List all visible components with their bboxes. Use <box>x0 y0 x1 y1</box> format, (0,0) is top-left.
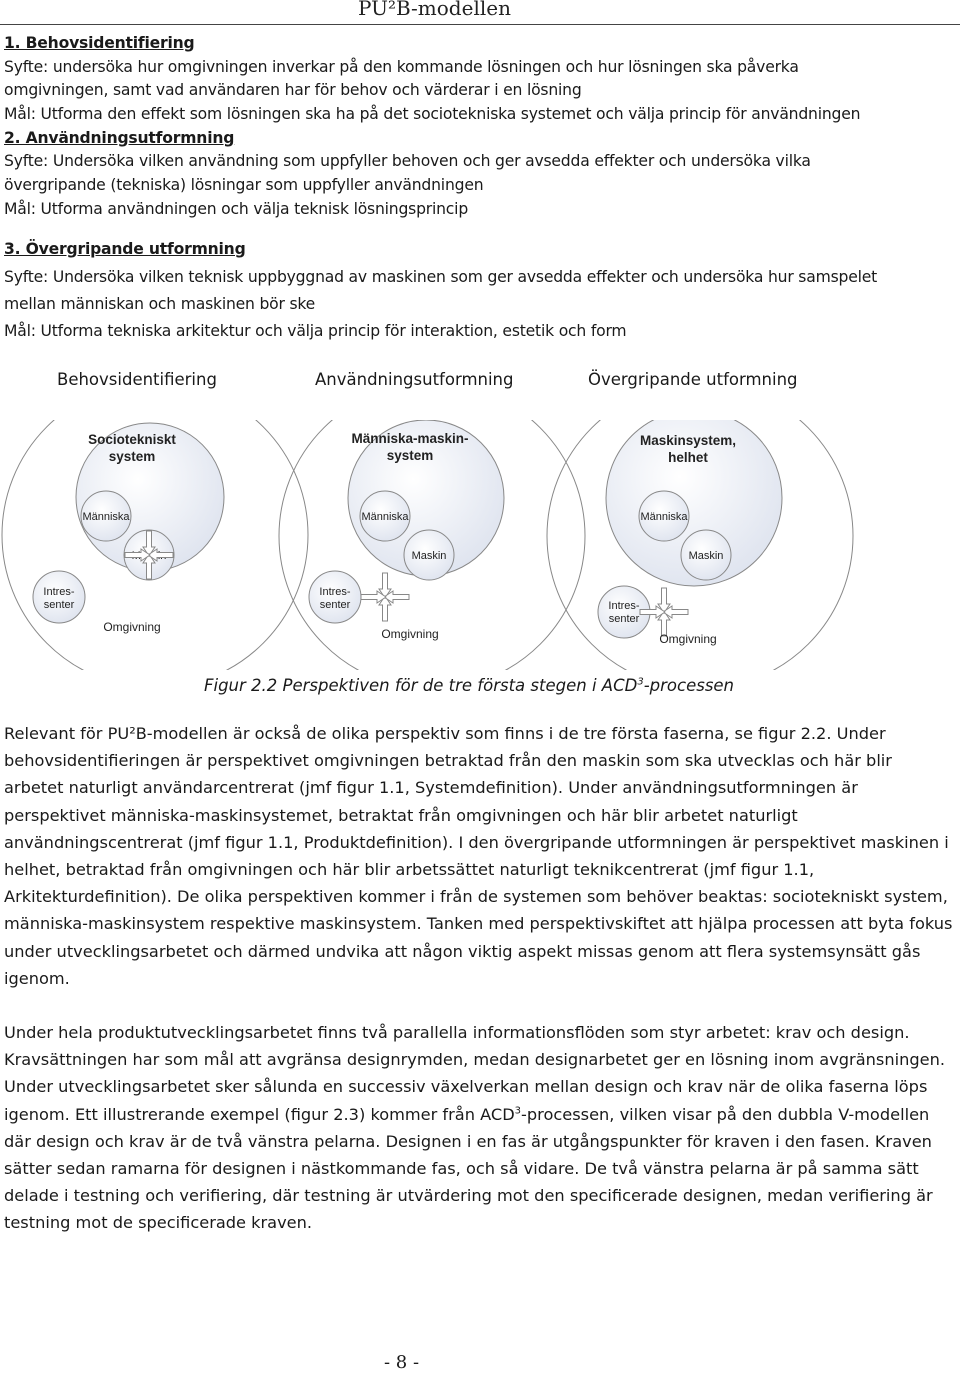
running-header: PU²B-modellen <box>358 0 511 20</box>
caption-text: -processen <box>643 676 735 695</box>
system-label: helhet <box>668 450 708 465</box>
environment-label: Omgivning <box>659 632 717 646</box>
environment-label: Omgivning <box>103 620 161 634</box>
stakeholders-label: senter <box>608 613 640 625</box>
diagram-sociotechnical <box>2 420 308 670</box>
machine-label: Maskin <box>411 550 447 562</box>
step-1-heading: 1. Behovsidentifiering <box>4 34 195 52</box>
diagram-machine-system <box>547 420 853 670</box>
human-label: Människa <box>640 511 688 523</box>
step-3-line: Mål: Utforma tekniska arkitektur och välja princip för interaktion, estetik och form <box>4 322 627 340</box>
system-label: system <box>108 449 156 464</box>
perspectives-figure <box>0 420 960 670</box>
system-label: system <box>386 448 434 463</box>
stakeholders-label: Intres- <box>319 586 351 598</box>
caption-text: Figur 2.2 Perspektiven för de tre första stegen i ACD <box>204 676 638 695</box>
perspective-title: Användningsutformning <box>315 370 514 389</box>
caption-superscript: 3 <box>637 676 644 688</box>
body-paragraph <box>4 1019 956 1237</box>
human-label: Människa <box>361 511 409 523</box>
step-2-line: Mål: Utforma användningen och välja teknisk lösningsprincip <box>4 200 469 218</box>
four-way-arrow-icon <box>640 588 688 636</box>
header-rule <box>0 24 960 25</box>
step-1-line: Syfte: undersöka hur omgivningen inverkar på den kommande lösningen och hur lösningen ska påverka <box>4 58 799 76</box>
machine-label: Maskin <box>688 550 724 562</box>
system-label: Människa-maskin- <box>351 431 469 446</box>
human-label: Människa <box>82 511 130 523</box>
step-3-line: mellan människan och maskinen bör ske <box>4 295 316 313</box>
perspective-title: Behovsidentifiering <box>57 370 217 389</box>
perspective-title: Övergripande utformning <box>588 370 798 389</box>
figure-caption <box>204 676 734 695</box>
step-1-line: omgivningen, samt vad användaren har för behov och värderar i en lösning <box>4 81 582 99</box>
environment-label: Omgivning <box>381 627 439 641</box>
step-3-heading: 3. Övergripande utformning <box>4 240 246 258</box>
step-2-line: övergripande (tekniska) lösningar som uppfyller användningen <box>4 176 484 194</box>
system-label: Maskinsystem, <box>639 433 737 448</box>
stakeholders-label: Intres- <box>608 600 640 612</box>
stakeholders-label: senter <box>43 599 75 611</box>
page-number: - 8 - <box>384 1352 420 1373</box>
paragraph-text: Under hela produktutvecklingsarbetet finns två parallella informationsflöden som styr arbetet: krav och design. Kravsättningen har som mål att avgränsa designrymden, medan designarbetet ger en lösning inom avgränsningen. Under utvecklingsarbetet sker sålunda en successiv växelverkan mellan design och krav när de olika faserna löps igenom. Ett illustrerande exempel (figur 2.3) kommer från ACD <box>4 1023 945 1124</box>
stakeholders-label: Intres- <box>43 586 75 598</box>
step-1-line: Mål: Utforma den effekt som lösningen ska ha på det sociotekniska systemet och välja princip för användningen <box>4 105 861 123</box>
paragraph-text: -processen, vilken visar på den dubbla V-modellen där design och krav är de två vänstra pelarna. Designen i en fas är utgångspunkter för kraven i den fasen. Kraven sätter sedan ramarna för designen i nästkommande fas, och så vidare. De två vänstra pelarna är på samma sätt delade i testning och verifiering, där testning är utvärdering mot den specificerade designen, medan verifiering är testning mot de specificerade kraven. <box>4 1104 933 1233</box>
stakeholders-label: senter <box>319 599 351 611</box>
step-2-heading: 2. Användningsutformning <box>4 129 235 147</box>
four-way-arrow-icon <box>361 573 409 621</box>
diagram-human-machine <box>279 420 585 670</box>
body-paragraph: Relevant för PU²B-modellen är också de olika perspektiv som finns i de tre första faserna, se figur 2.2. Under behovsidentifieringen är perspektivet omgivningen betraktad från den maskin som ska utvecklas och här blir arbetet naturligt användarcentrerat (jmf figur 1.1, Systemdefinition). Under användningsutformningen är perspektivet människa-maskinsystemet, betraktat från omgivningen och här blir arbetet naturligt användningscentrerat (jmf figur 1.1, Produktdefinition). I den övergripande utformningen är perspektivet maskinen i helhet, betraktad från omgivningen och här blir arbetssättet naturligt teknikcentrerat (jmf figur 1.1, Arkitekturdefinition). De olika perspektiven kommer i från de systemen som behöver beaktas: sociotekniskt system, människa-maskinsystem respektive maskinsystem. Tanken med perspektivskiftet att hjälpa processen att byta fokus under utvecklingsarbetet och därmed undvika att någon viktig aspekt missas genom att flera systemsynsätt gås igenom. <box>4 724 953 988</box>
paragraph-superscript: 3 <box>514 1105 522 1117</box>
system-label: Sociotekniskt <box>88 432 176 447</box>
step-2-line: Syfte: Undersöka vilken användning som uppfyller behoven och ger avsedda effekter och undersöka vilka <box>4 152 811 170</box>
step-3-line: Syfte: Undersöka vilken teknisk uppbyggnad av maskinen som ger avsedda effekter och undersöka hur samspelet <box>4 268 878 286</box>
